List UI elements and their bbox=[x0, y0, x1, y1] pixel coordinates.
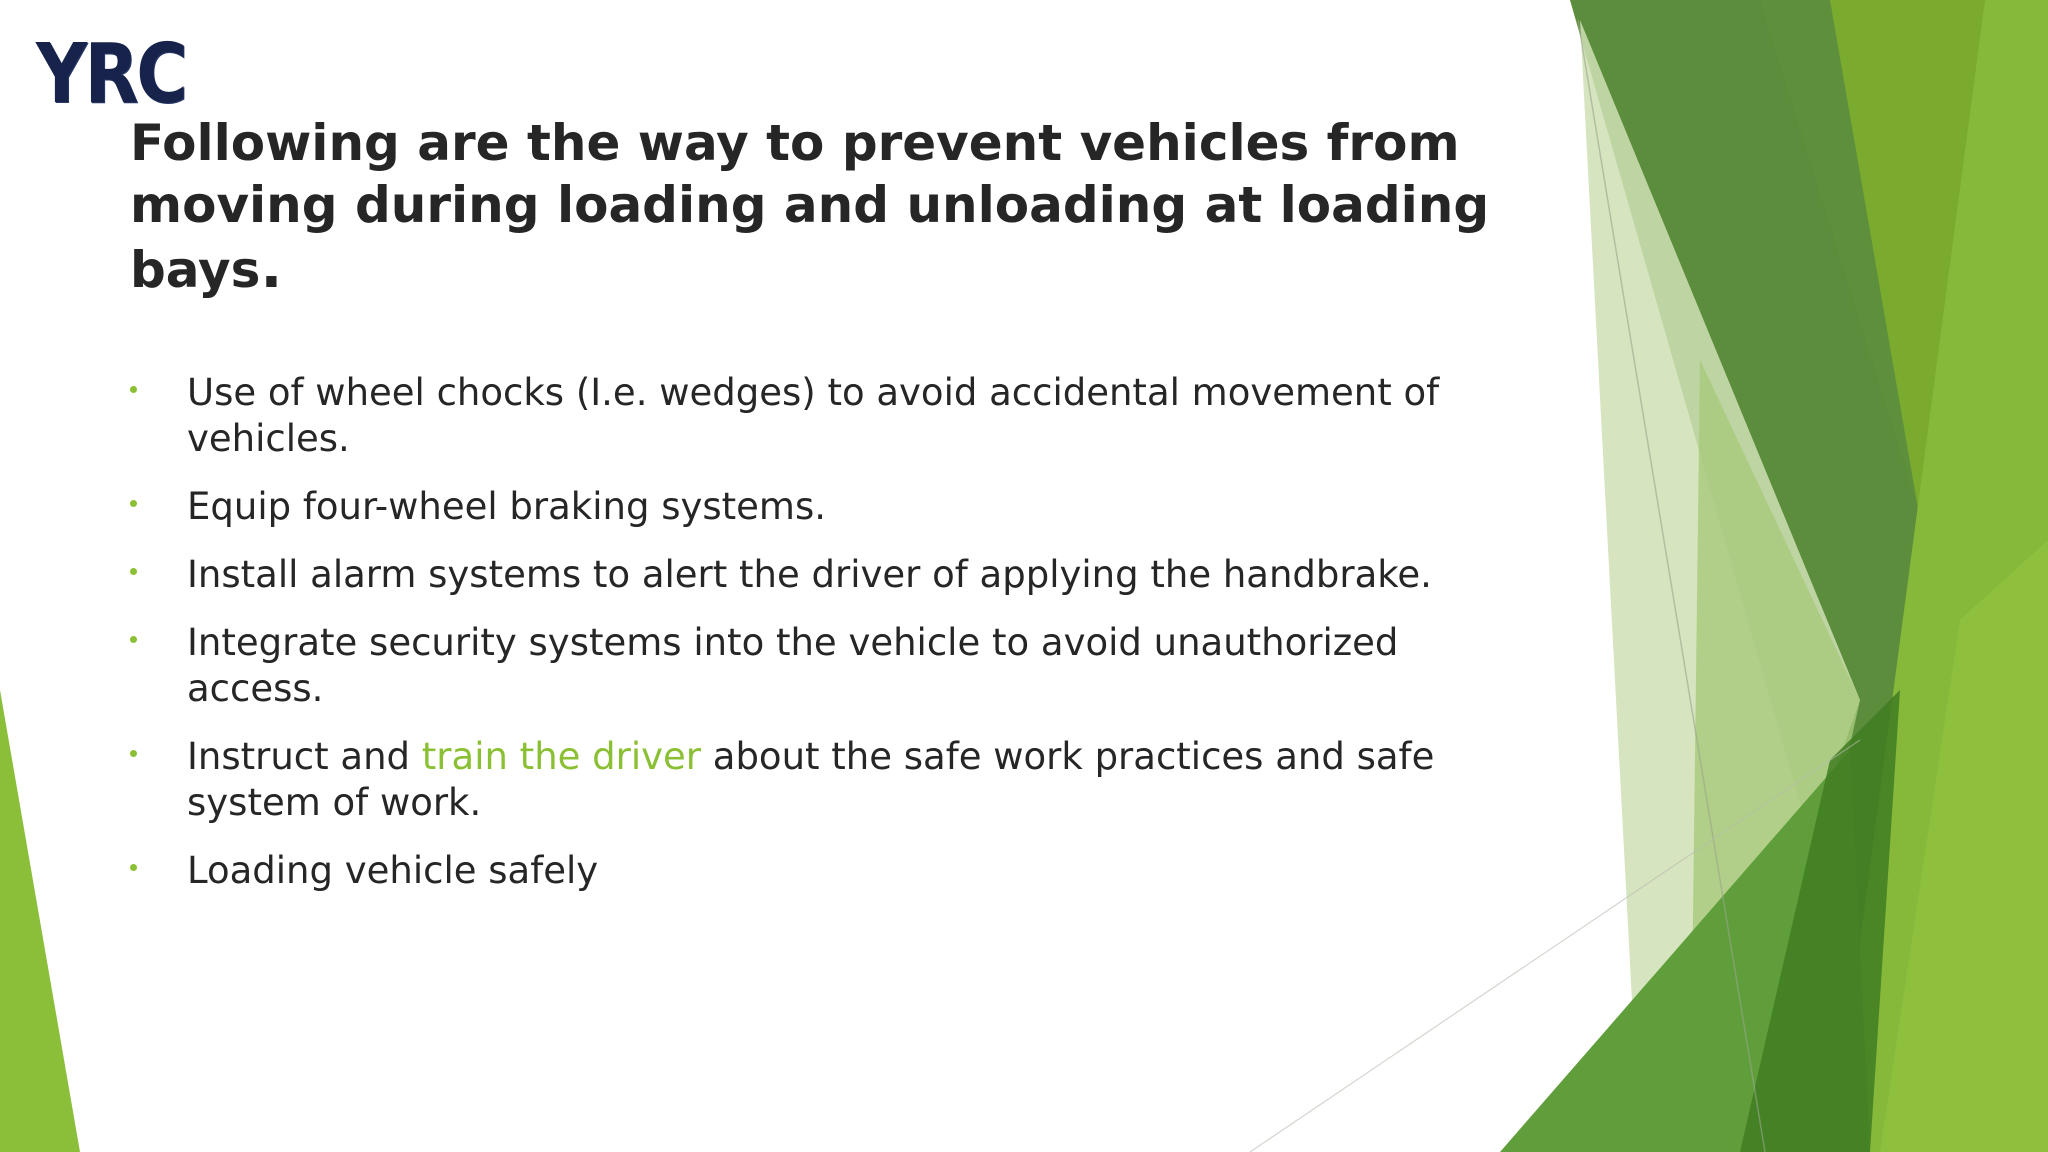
list-item-text: Integrate security systems into the vehicle to avoid unauthorized access. bbox=[187, 621, 1399, 710]
slide-title-end: . bbox=[260, 233, 283, 301]
list-item bbox=[130, 734, 1530, 826]
logo: YRC bbox=[36, 27, 186, 122]
list-item-text: Loading vehicle safely bbox=[187, 849, 599, 892]
list-item-text: Use of wheel chocks (I.e. wedges) to avoid accidental movement of vehicles. bbox=[187, 371, 1440, 460]
list-item-text: Install alarm systems to alert the driver of applying the handbrake. bbox=[187, 553, 1432, 596]
bullet-dot-icon bbox=[130, 864, 137, 871]
bullet-list bbox=[130, 370, 1530, 916]
bullet-dot-icon bbox=[130, 636, 137, 643]
list-item bbox=[130, 552, 1530, 598]
bullet-dot-icon bbox=[130, 750, 137, 757]
list-item bbox=[130, 848, 1530, 894]
list-item-text: Equip four-wheel braking systems. bbox=[187, 485, 827, 528]
slide-title bbox=[130, 112, 1550, 301]
bullet-dot-icon bbox=[130, 568, 137, 575]
list-item bbox=[130, 370, 1530, 462]
list-item-text-before: Instruct and bbox=[187, 735, 422, 778]
list-item bbox=[130, 484, 1530, 530]
highlighted-link-text: train the driver bbox=[421, 735, 702, 778]
bullet-dot-icon bbox=[130, 500, 137, 507]
list-item bbox=[130, 620, 1530, 712]
slide-title-text: Following are the way to prevent vehicles from moving during loading and unloading at loading bays bbox=[130, 114, 1490, 299]
list-item-text-after: about the safe work practices and safe system of work. bbox=[187, 735, 1435, 824]
bullet-dot-icon bbox=[130, 386, 137, 393]
